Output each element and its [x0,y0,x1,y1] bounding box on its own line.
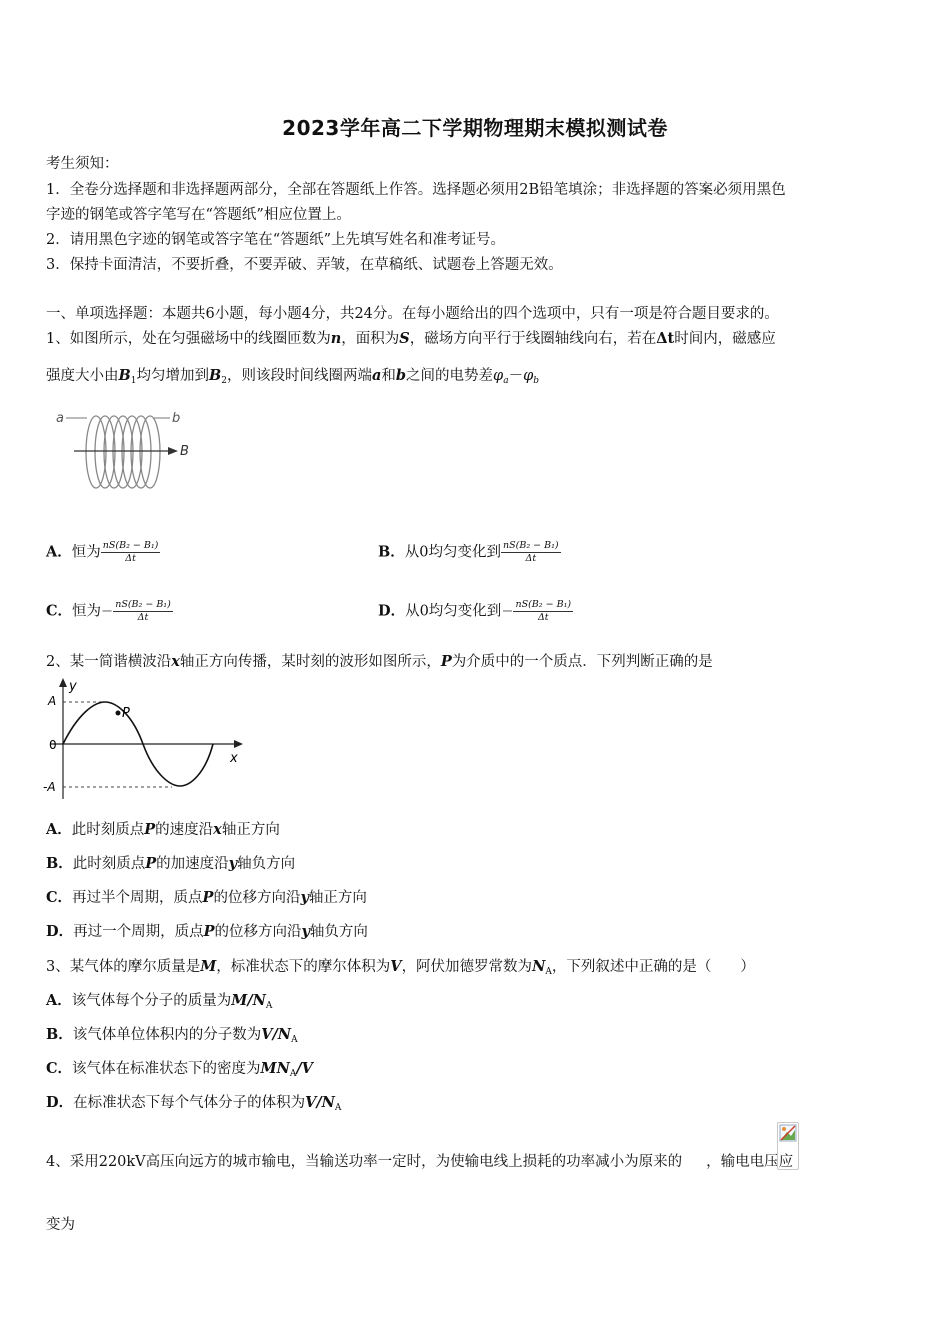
coil-terminal-b-label: b [172,411,181,426]
q2-option-b: B．此时刻质点P的加速度沿y轴负方向 [46,855,296,872]
fraction: $\frac{\text{nS(B₂ − B₁)}}{\Delta t}$ [515,599,572,623]
q1-option-b: B．从0均匀变化到 $\frac{\text{nS(B₂ − B₁)}}{\Delta t}$ [378,540,559,564]
q2-stem: 2、某一简谐横波沿x轴正方向传播，某时刻的波形如图所示，P为介质中的一个质点．下列判断正确的是 [46,653,713,670]
q2-option-c: C．再过半个周期，质点P的位移方向沿y轴正方向 [46,889,367,906]
q4-stem-line2: 变为 [46,1217,75,1233]
b-field-label: B [180,444,189,459]
wave-figure [40,676,250,802]
notice-heading: 考生须知： [46,156,119,172]
q3-option-d: D．在标准状态下每个气体分子的体积为$V/N_A$ [46,1094,342,1113]
coil-figure [52,405,197,497]
q3-option-a: A．该气体每个分子的质量为$M/N_A$ [46,992,273,1011]
q3-option-b: B．该气体单位体积内的分子数为$V/N_A$ [46,1026,298,1045]
page-title: 2023学年高二下学期物理期末模拟测试卷 [282,116,668,140]
amplitude-label: A [48,694,57,708]
q1-stem-line1: 1、如图所示，处在匀强磁场中的线圈匝数为n，面积为S，磁场方向平行于线圈轴线向右，若在Δt时间内，磁感应 [46,330,776,347]
notice-item: 3．保持卡面清洁，不要折叠，不要弄破、弄皱，在草稿纸、试题卷上答题无效。 [46,257,563,273]
q1-option-d: D．从0均匀变化到− $\frac{\text{nS(B₂ − B₁)}}{\Delta t}$ [378,599,572,623]
origin-label: 0 [49,738,57,752]
section-heading: 一、单项选择题：本题共6小题，每小题4分，共24分。在每小题给出的四个选项中，只有一项是符合题目要求的。 [46,306,779,322]
q1-option-c: C．恒为− $\frac{\text{nS(B₂ − B₁)}}{\Delta t}$ [46,599,171,623]
arrow-right-icon [168,447,178,455]
coil-terminal-a-label: a [56,411,64,426]
q2-option-a: A．此时刻质点P的速度沿x轴正方向 [46,821,280,838]
fraction: $\frac{\text{nS(B₂ − B₁)}}{\Delta t}$ [102,540,159,564]
broken-image-icon [778,1123,798,1143]
coil-turns [86,416,160,488]
notice-item: 字迹的钢笔或答字笔写在“答题纸”相应位置上。 [46,207,351,223]
fraction: $\frac{\text{nS(B₂ − B₁)}}{\Delta t}$ [115,599,171,623]
notice-item: 1．全卷分选择题和非选择题两部分，全部在答题纸上作答。选择题必须用2B铅笔填涂；非选择题的答案必须用黑色 [46,182,786,198]
arrow-right-icon [234,740,243,748]
q1-stem-line2: 强度大小由$B_1$均匀增加到$B_2$，则该段时间线圈两端a和b之间的电势差$\varphi_a-\varphi_b$ [46,367,539,386]
notice-item: 2．请用黑色字迹的钢笔或答字笔在“答题纸”上先填写姓名和准考证号。 [46,232,506,248]
negative-amplitude-label: -A [43,780,56,794]
q2-option-d: D．再过一个周期，质点P的位移方向沿y轴负方向 [46,923,368,940]
x-axis-label: x [230,751,238,766]
arrow-up-icon [59,678,67,687]
q3-stem: 3、某气体的摩尔质量是M，标准状态下的摩尔体积为V，阿伏加德罗常数为$N_A$，下列叙述中正确的是（ ） [46,958,755,977]
particle-p-dot [116,711,121,716]
particle-p-label: P [122,706,130,721]
fraction: $\frac{\text{nS(B₂ − B₁)}}{\Delta t}$ [503,540,559,564]
q4-stem-line1: 4、采用220kV高压向远方的城市输电，当输送功率一定时，为使输电线上损耗的功率减小为原来的 ，输电电压应 [46,1154,794,1170]
y-axis-label: y [69,679,77,694]
q1-option-a: A．恒为 $\frac{\text{nS(B₂ − B₁)}}{\Delta t}$ [46,540,159,564]
q3-option-c: C．该气体在标准状态下的密度为$MN_A/V$ [46,1060,313,1079]
broken-image-placeholder [777,1122,799,1170]
